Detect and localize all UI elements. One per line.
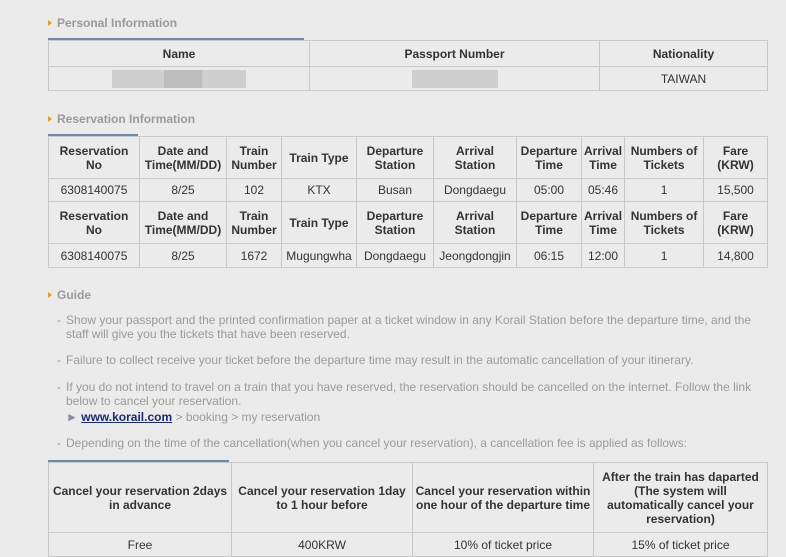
reservation-header-row — [49, 202, 768, 244]
header-arrival-station: Arrival Station — [434, 202, 517, 244]
personal-info-title-text: Personal Information — [57, 16, 178, 30]
cell-arrival-station: Jeongdongjin — [434, 244, 517, 268]
table-row — [49, 533, 768, 557]
cell-arrival-station: Dongdaegu — [434, 179, 517, 202]
reservation-header-row — [49, 137, 768, 179]
header-train-number: Train Number — [227, 137, 282, 179]
cell-train-number: 102 — [227, 179, 282, 202]
bullet-icon — [48, 292, 52, 298]
header-fee-1day: Cancel your reservation 1day to 1 hour before — [232, 463, 413, 533]
header-fare: Fare (KRW) — [704, 137, 768, 179]
cell-reservation-no: 6308140075 — [49, 179, 140, 202]
arrow-right-icon: ► — [66, 410, 78, 424]
fee-value-2days: Free — [49, 533, 232, 557]
cell-date: 8/25 — [140, 179, 227, 202]
cell-departure-station: Dongdaegu — [357, 244, 434, 268]
cell-arrival-time: 12:00 — [582, 244, 625, 268]
cell-departure-time: 06:15 — [517, 244, 582, 268]
reservation-table — [48, 136, 768, 268]
header-arrival-time: Arrival Time — [582, 137, 625, 179]
personal-info-title — [48, 16, 177, 30]
header-date-time: Date and Time(MM/DD) — [140, 137, 227, 179]
header-passport: Passport Number — [310, 41, 600, 67]
redacted-passport — [412, 70, 498, 88]
guide-item — [57, 380, 757, 408]
cell-departure-station: Busan — [357, 179, 434, 202]
cell-train-type: Mugungwha — [282, 244, 357, 268]
guide-title-text: Guide — [57, 288, 92, 302]
cell-num-tickets: 1 — [625, 244, 704, 268]
header-num-tickets: Numbers of Tickets — [625, 202, 704, 244]
guide-text: If you do not intend to travel on a train that you have reserved, the reservation should be cancelled on the internet. Follow the link below to cancel your reservation. — [66, 380, 752, 408]
table-row — [49, 244, 768, 268]
guide-item — [57, 353, 757, 367]
fee-value-1hour: 10% of ticket price — [413, 533, 594, 557]
header-fee-1hour: Cancel your reservation within one hour of the departure time — [413, 463, 594, 533]
dash-bullet: - — [57, 436, 61, 450]
header-fee-departed: After the train has daparted (The system will automatically cancel your reservation) — [594, 463, 768, 533]
cell-num-tickets: 1 — [625, 179, 704, 202]
dash-bullet: - — [57, 313, 61, 327]
dash-bullet: - — [57, 353, 61, 367]
reservation-info-title-text: Reservation Information — [57, 112, 196, 126]
dash-bullet: - — [57, 380, 61, 394]
header-arrival-station: Arrival Station — [434, 137, 517, 179]
header-fare: Fare (KRW) — [704, 202, 768, 244]
header-train-type: Train Type — [282, 137, 357, 179]
cell-reservation-no: 6308140075 — [49, 244, 140, 268]
reservation-info-title — [48, 112, 195, 126]
guide-item — [57, 313, 757, 341]
passport-value — [310, 67, 600, 91]
redacted-name-part — [112, 70, 164, 88]
header-departure-station: Departure Station — [357, 137, 434, 179]
fee-header-row — [49, 463, 768, 533]
guide-title — [48, 288, 91, 302]
cell-train-type: KTX — [282, 179, 357, 202]
cell-fare: 15,500 — [704, 179, 768, 202]
personal-info-table — [48, 40, 768, 91]
table-row — [49, 179, 768, 202]
cancellation-fee-table — [48, 462, 768, 557]
link-path-text: > booking > my reservation — [172, 410, 321, 424]
guide-text: Depending on the time of the cancellation(when you cancel your reservation), a cancellation fee is applied as follows: — [66, 436, 688, 450]
header-nationality: Nationality — [600, 41, 768, 67]
name-value — [49, 67, 310, 91]
cell-date: 8/25 — [140, 244, 227, 268]
header-num-tickets: Numbers of Tickets — [625, 137, 704, 179]
header-departure-time: Departure Time — [517, 202, 582, 244]
cell-departure-time: 05:00 — [517, 179, 582, 202]
korail-link[interactable]: www.korail.com — [81, 410, 173, 424]
cell-fare: 14,800 — [704, 244, 768, 268]
guide-item — [57, 436, 757, 450]
korail-link-line — [66, 410, 766, 424]
header-fee-2days: Cancel your reservation 2days in advance — [49, 463, 232, 533]
cell-train-number: 1672 — [227, 244, 282, 268]
header-date-time: Date and Time(MM/DD) — [140, 202, 227, 244]
guide-text: Failure to collect receive your ticket before the departure time may result in the automatic cancellation of your itinerary. — [66, 353, 694, 367]
cell-arrival-time: 05:46 — [582, 179, 625, 202]
header-reservation-no: Reservation No — [49, 202, 140, 244]
guide-text: Show your passport and the printed confirmation paper at a ticket window in any Korail Station before the departure time, and the staff will give you the tickets that have been reserved. — [66, 313, 752, 341]
header-train-number: Train Number — [227, 202, 282, 244]
fee-value-departed: 15% of ticket price — [594, 533, 768, 557]
fee-value-1day: 400KRW — [232, 533, 413, 557]
header-reservation-no: Reservation No — [49, 137, 140, 179]
header-train-type: Train Type — [282, 202, 357, 244]
bullet-icon — [48, 20, 52, 26]
header-arrival-time: Arrival Time — [582, 202, 625, 244]
bullet-icon — [48, 116, 52, 122]
header-name: Name — [49, 41, 310, 67]
nationality-value: TAIWAN — [600, 67, 768, 91]
header-departure-time: Departure Time — [517, 137, 582, 179]
header-departure-station: Departure Station — [357, 202, 434, 244]
redacted-name-part — [164, 70, 202, 88]
redacted-name-part — [202, 70, 246, 88]
